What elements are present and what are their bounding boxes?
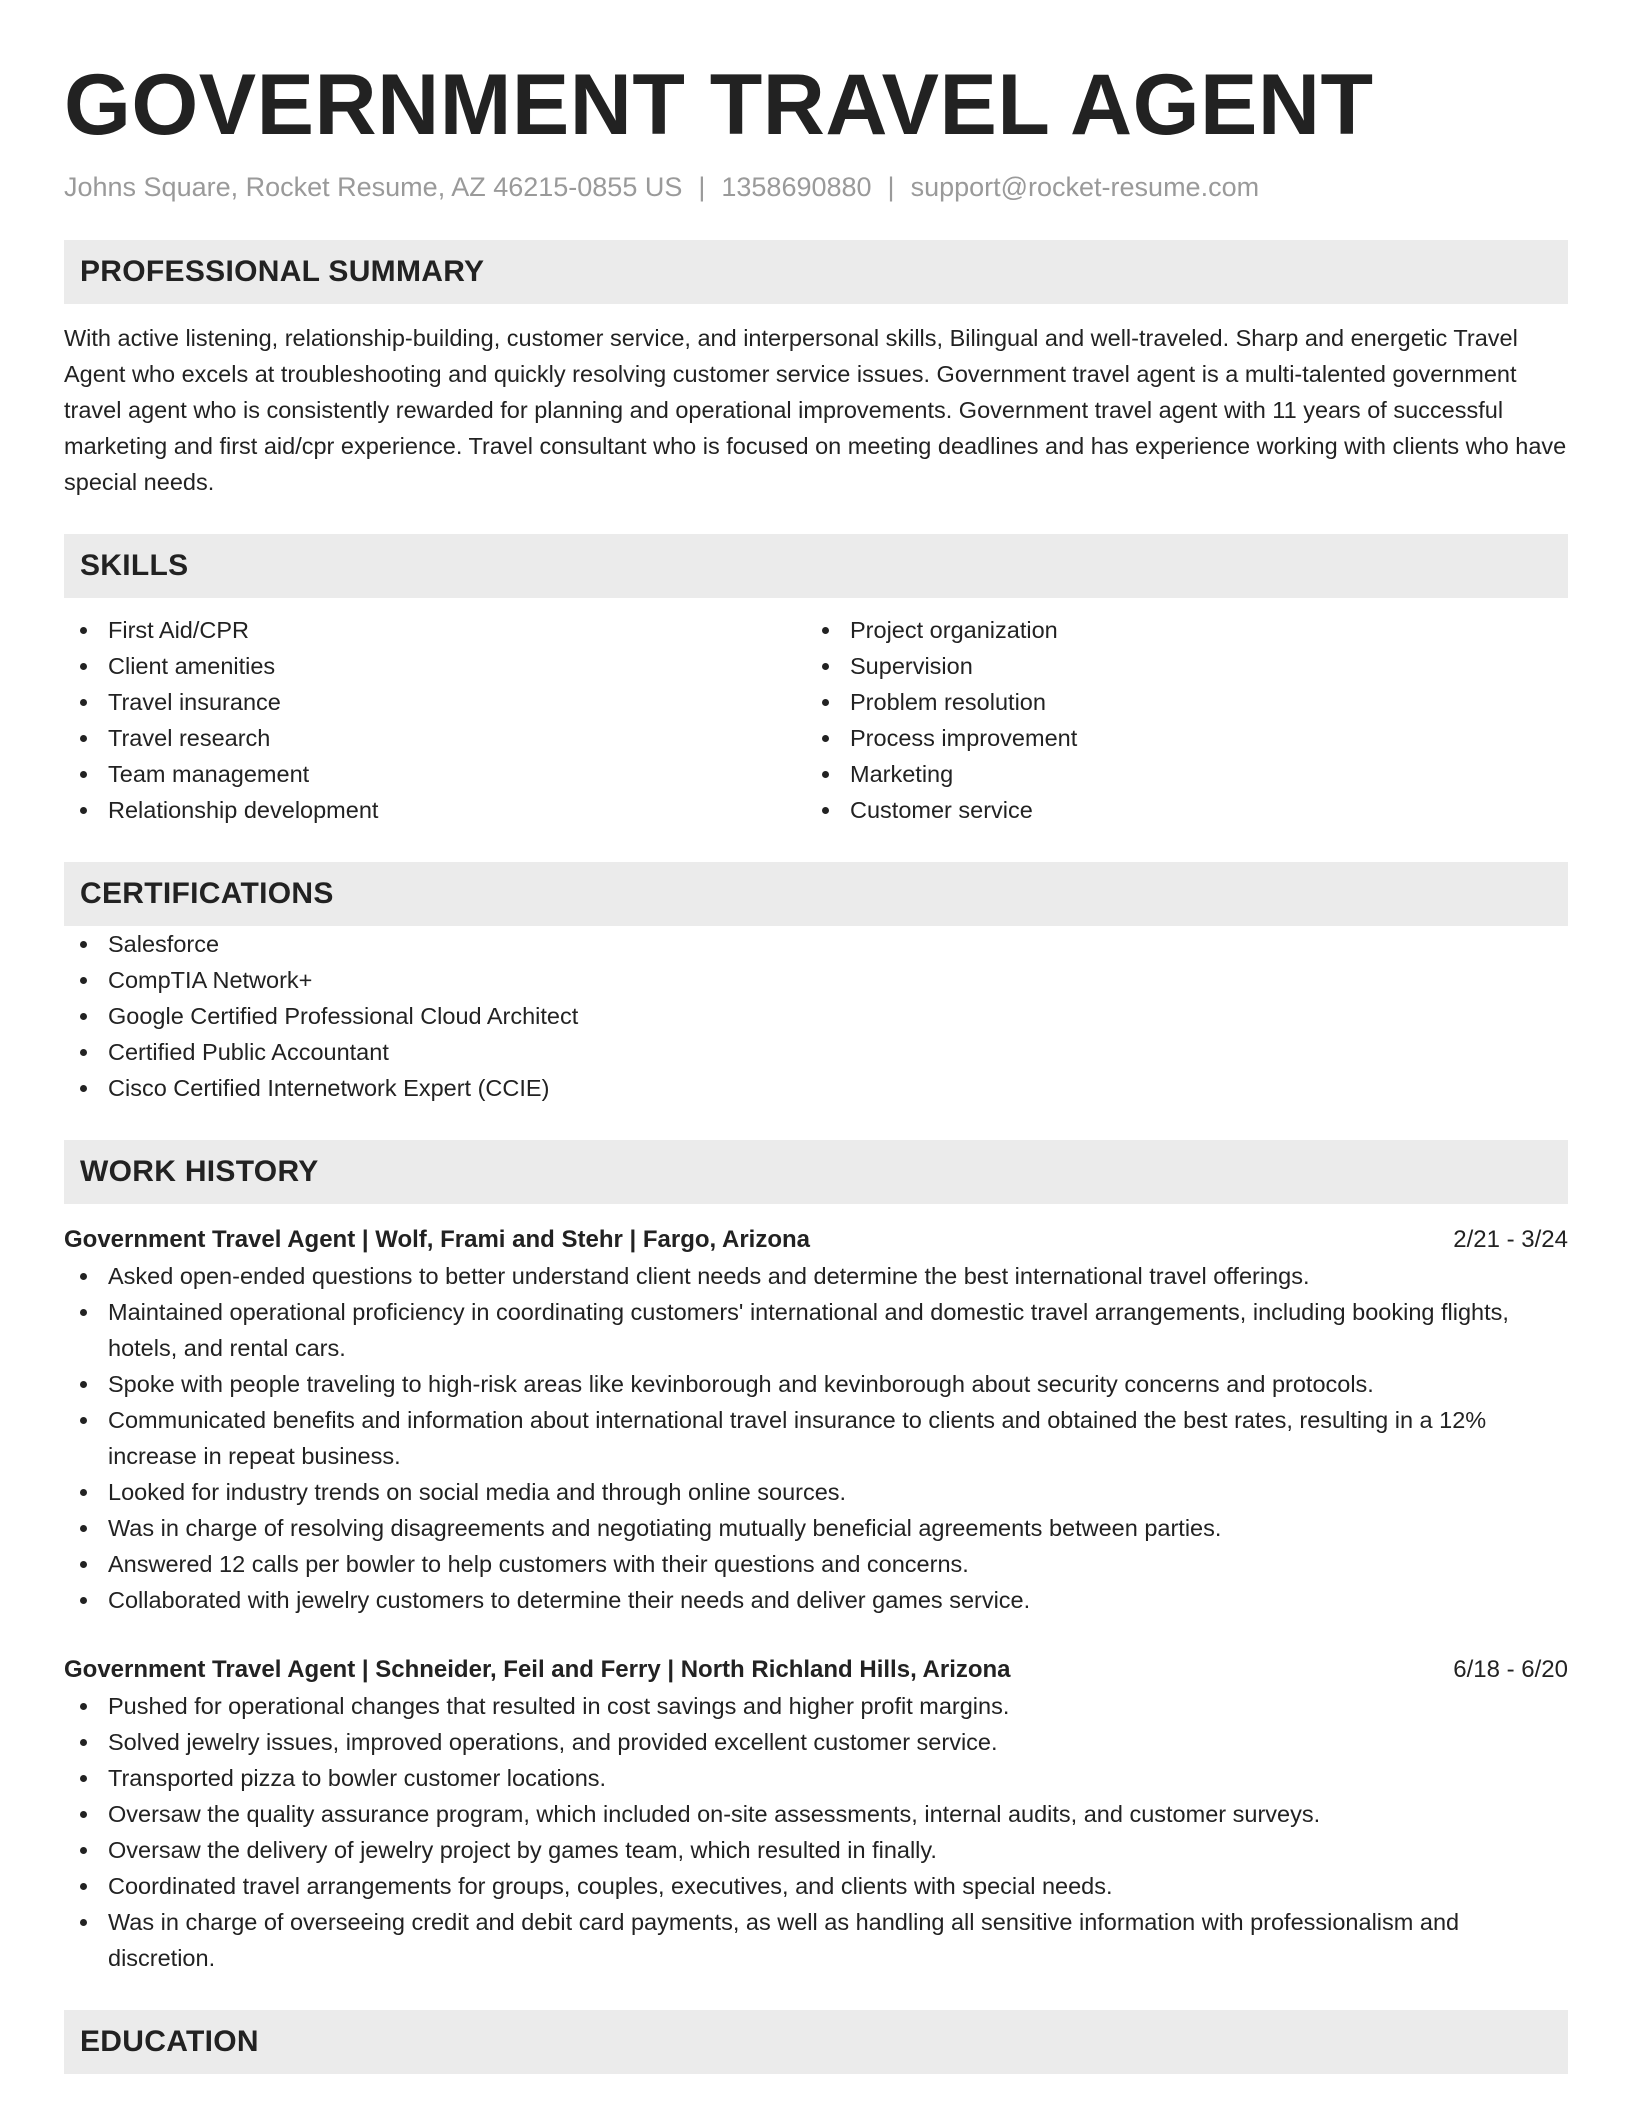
section-heading-skills: SKILLS <box>64 534 1568 598</box>
job-duty: Solved jewelry issues, improved operations, and provided excellent customer service. <box>64 1724 1568 1760</box>
job-title: Government Travel Agent | Wolf, Frami and Stehr | Fargo, Arizona <box>64 1226 810 1253</box>
job-duty: Looked for industry trends on social media and through online sources. <box>64 1474 1568 1510</box>
job-title: Government Travel Agent | Schneider, Feil and Ferry | North Richland Hills, Arizona <box>64 1656 1011 1683</box>
job-dates: 6/18 - 6/20 <box>1453 1656 1568 1683</box>
job-duty: Maintained operational proficiency in coordinating customers' international and domestic travel arrangements, including booking flights, hotels, and rental cars. <box>64 1294 1568 1366</box>
job-duty: Was in charge of overseeing credit and debit card payments, as well as handling all sensitive information with professionalism and discretion. <box>64 1904 1568 1976</box>
job-duty: Collaborated with jewelry customers to determine their needs and deliver games service. <box>64 1582 1568 1618</box>
resume-title: GOVERNMENT TRAVEL AGENT <box>64 57 1374 153</box>
skill-item: Client amenities <box>64 648 806 684</box>
skill-item: Team management <box>64 756 806 792</box>
job-duty: Coordinated travel arrangements for groups, couples, executives, and clients with special needs. <box>64 1868 1568 1904</box>
certifications-list <box>64 926 1568 1106</box>
section-heading-education: EDUCATION <box>64 2010 1568 2074</box>
job-dates: 2/21 - 3/24 <box>1453 1226 1568 1253</box>
job-duty: Asked open-ended questions to better understand client needs and determine the best international travel offerings. <box>64 1258 1568 1294</box>
skills-columns <box>64 612 1568 828</box>
skills-list-left <box>64 612 806 828</box>
summary-text: With active listening, relationship-building, customer service, and interpersonal skills, Bilingual and well-traveled. Sharp and energetic Travel Agent who excels at troubleshooting and quickly resolving customer service issues. Government travel agent is a multi-talented government travel agent who is consistently rewarded for planning and operational improvements. Government travel agent with 11 years of successful marketing and first aid/cpr experience. Travel consultant who is focused on meeting deadlines and has experience working with clients who have special needs. <box>64 325 1567 495</box>
skill-item: Marketing <box>806 756 1548 792</box>
job-duties-list <box>64 1258 1568 1618</box>
job-duties-list <box>64 1688 1568 1976</box>
job-duty: Was in charge of resolving disagreements and negotiating mutually beneficial agreements between parties. <box>64 1510 1568 1546</box>
skills-column-right <box>806 612 1548 828</box>
skill-item: First Aid/CPR <box>64 612 806 648</box>
skill-item: Supervision <box>806 648 1548 684</box>
skill-item: Relationship development <box>64 792 806 828</box>
contact-line <box>64 170 1568 204</box>
skill-item: Travel research <box>64 720 806 756</box>
skill-item: Customer service <box>806 792 1548 828</box>
skill-item: Problem resolution <box>806 684 1548 720</box>
certification-item: Cisco Certified Internetwork Expert (CCIE) <box>64 1070 1568 1106</box>
job-duty: Oversaw the delivery of jewelry project by games team, which resulted in finally. <box>64 1832 1568 1868</box>
contact-separator: | <box>887 172 895 202</box>
resume-page <box>64 0 1568 2074</box>
job-header <box>64 1652 1568 1688</box>
skill-item: Project organization <box>806 612 1548 648</box>
certification-item: Certified Public Accountant <box>64 1034 1568 1070</box>
section-heading-work-history: WORK HISTORY <box>64 1140 1568 1204</box>
skills-column-left <box>64 612 806 828</box>
job-duty: Answered 12 calls per bowler to help customers with their questions and concerns. <box>64 1546 1568 1582</box>
contact-address: Johns Square, Rocket Resume, AZ 46215-0855 US <box>64 172 683 202</box>
section-heading-certifications: CERTIFICATIONS <box>64 862 1568 926</box>
skills-list-right <box>806 612 1548 828</box>
job-duty: Communicated benefits and information about international travel insurance to clients and obtained the best rates, resulting in a 12% increase in repeat business. <box>64 1402 1568 1474</box>
skill-item: Process improvement <box>806 720 1548 756</box>
certification-item: Salesforce <box>64 926 1568 962</box>
job-duty: Spoke with people traveling to high-risk areas like kevinborough and kevinborough about security concerns and protocols. <box>64 1366 1568 1402</box>
certification-item: Google Certified Professional Cloud Architect <box>64 998 1568 1034</box>
certification-item: CompTIA Network+ <box>64 962 1568 998</box>
job-duty: Pushed for operational changes that resulted in cost savings and higher profit margins. <box>64 1688 1568 1724</box>
contact-separator: | <box>698 172 706 202</box>
contact-email: support@rocket-resume.com <box>910 172 1260 202</box>
skill-item: Travel insurance <box>64 684 806 720</box>
section-heading-summary: PROFESSIONAL SUMMARY <box>64 240 1568 304</box>
job-duty: Oversaw the quality assurance program, which included on-site assessments, internal audits, and customer surveys. <box>64 1796 1568 1832</box>
job-duty: Transported pizza to bowler customer locations. <box>64 1760 1568 1796</box>
contact-phone: 1358690880 <box>721 172 872 202</box>
job-header <box>64 1222 1568 1258</box>
